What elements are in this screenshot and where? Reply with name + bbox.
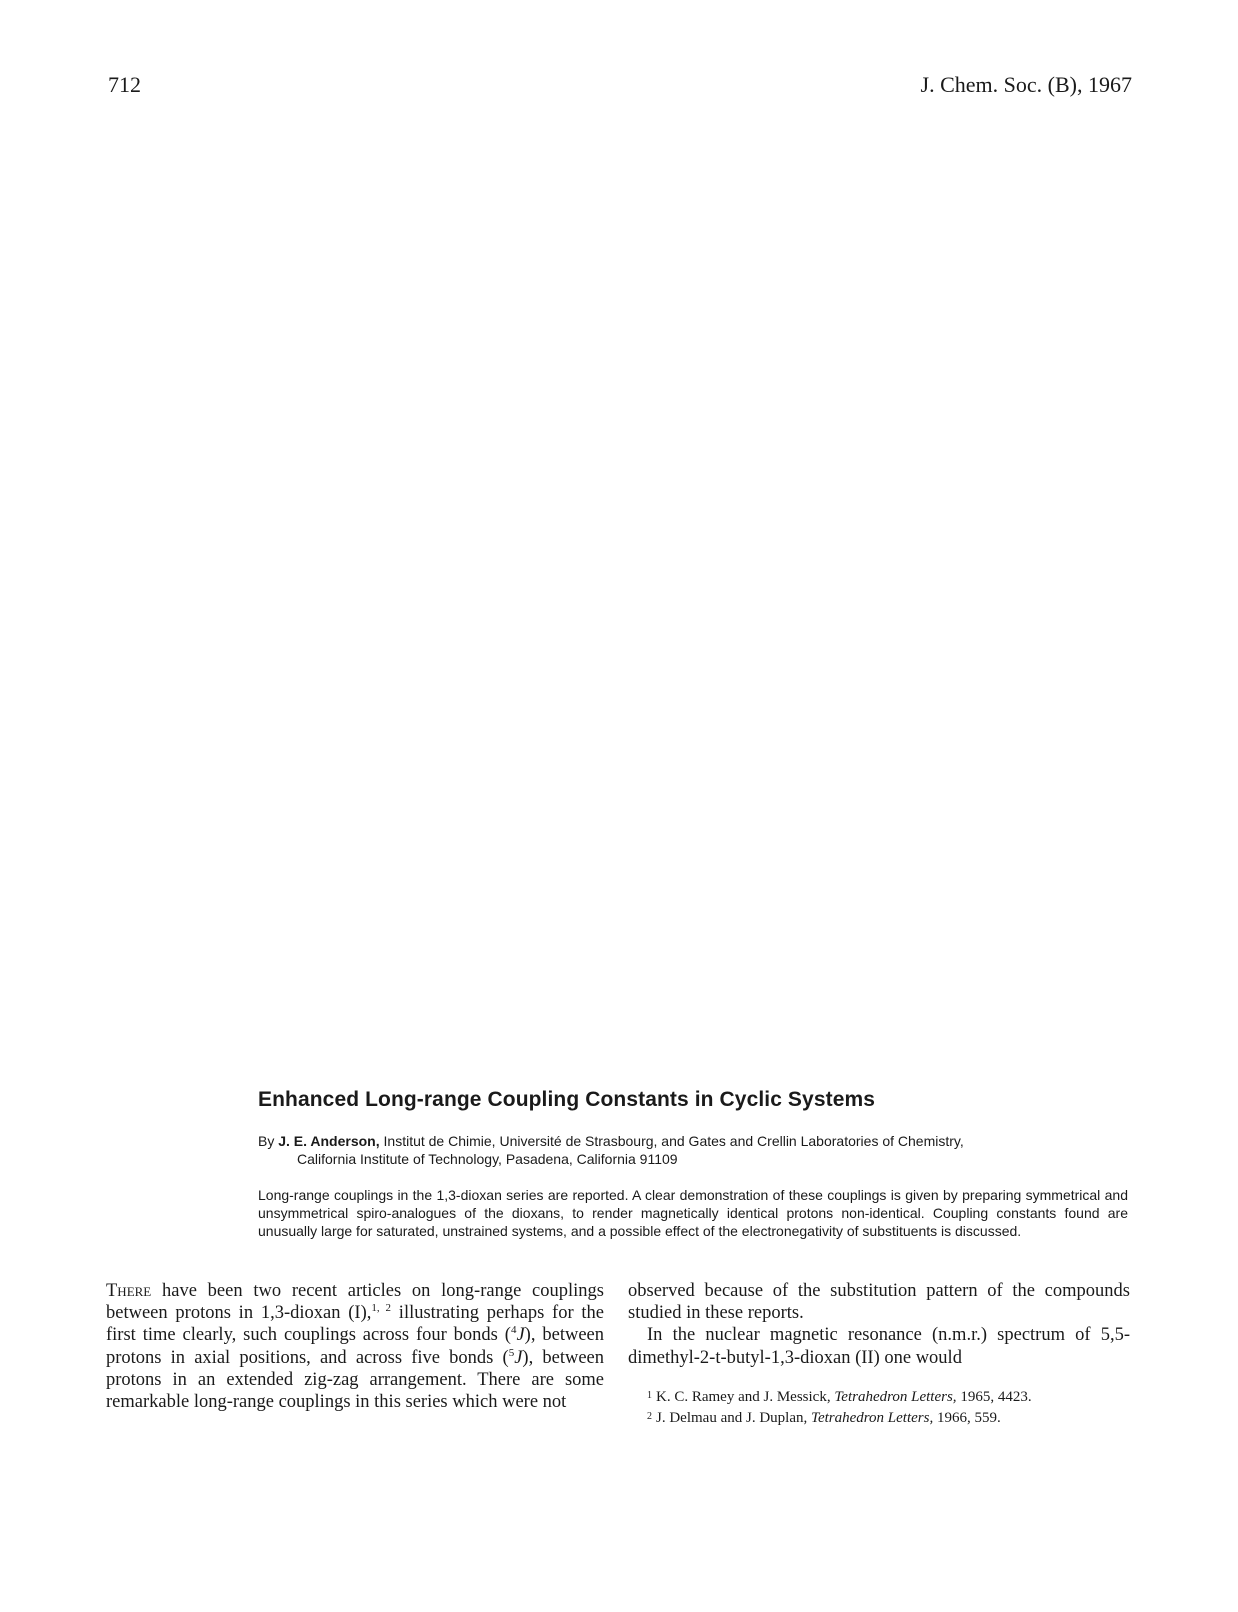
affiliation-line-1: Institut de Chimie, Université de Strasbourg, and Gates and Crellin Laboratories of Chemistry,: [383, 1133, 964, 1149]
abstract: Long-range couplings in the 1,3-dioxan series are reported. A clear demonstration of these couplings is given by preparing symmetrical and unsymmetrical spiro-analogues of the dioxans, to render magnetically identical protons non-identical. Coupling constants found are unusually large for saturated, unstrained systems, and a possible effect of the electronegativity of substituents is discussed.: [258, 1187, 1128, 1239]
footnote-number: 1: [647, 1390, 652, 1401]
author-name: J. E. Anderson,: [278, 1133, 380, 1149]
reference-marker: 1, 2: [371, 1302, 392, 1315]
footnote: [628, 1387, 1130, 1406]
footnote-number: 2: [647, 1411, 652, 1422]
coupling-symbol: J: [514, 1347, 523, 1368]
lead-word: There: [106, 1281, 152, 1301]
footnote-journal: Tetrahedron Letters,: [834, 1389, 957, 1405]
footnote: [628, 1408, 1130, 1427]
superscript: 4: [510, 1324, 517, 1337]
superscript: 5: [508, 1346, 515, 1359]
body-text: illustrating perhaps for the first time clearly, such couplings across four bonds (: [106, 1303, 604, 1346]
footnote-authors: K. C. Ramey and J. Messick,: [656, 1389, 831, 1405]
body-column-right: [628, 1280, 1130, 1369]
footnote-journal: Tetrahedron Letters,: [810, 1410, 934, 1426]
footnote-details: 1966, 559.: [936, 1410, 1001, 1426]
body-text: ), between protons in axial positions, and across five bonds (: [106, 1325, 604, 1368]
body-column-left: [106, 1280, 604, 1413]
body-paragraph: In the nuclear magnetic resonance (n.m.r.) spectrum of 5,5-dimethyl-2-t-butyl-1,3-dioxan (II) one would: [628, 1325, 1130, 1368]
coupling-symbol: J: [516, 1325, 525, 1346]
article-title: Enhanced Long-range Coupling Constants in Cyclic Systems: [258, 1088, 876, 1111]
byline: [258, 1132, 1138, 1168]
footnote-details: 1965, 4423.: [960, 1389, 1032, 1405]
body-paragraph: [106, 1280, 604, 1413]
by-prefix: By: [258, 1133, 275, 1149]
footnotes: [628, 1387, 1130, 1429]
body-text: have been two recent articles on long-range couplings between protons in 1,3-dioxan (I),: [106, 1281, 604, 1324]
body-paragraph: observed because of the substitution pattern of the compounds studied in these reports.: [628, 1281, 1130, 1324]
journal-reference: J. Chem. Soc. (B), 1967: [920, 72, 1132, 97]
body-text: ), between protons in an extended zig-zag arrangement. There are some remarkable long-range couplings in this series which were not: [106, 1347, 604, 1413]
footnote-authors: J. Delmau and J. Duplan,: [656, 1410, 808, 1426]
affiliation-line-2: California Institute of Technology, Pasadena, California 91109: [297, 1151, 678, 1167]
page-number: 712: [108, 72, 141, 97]
